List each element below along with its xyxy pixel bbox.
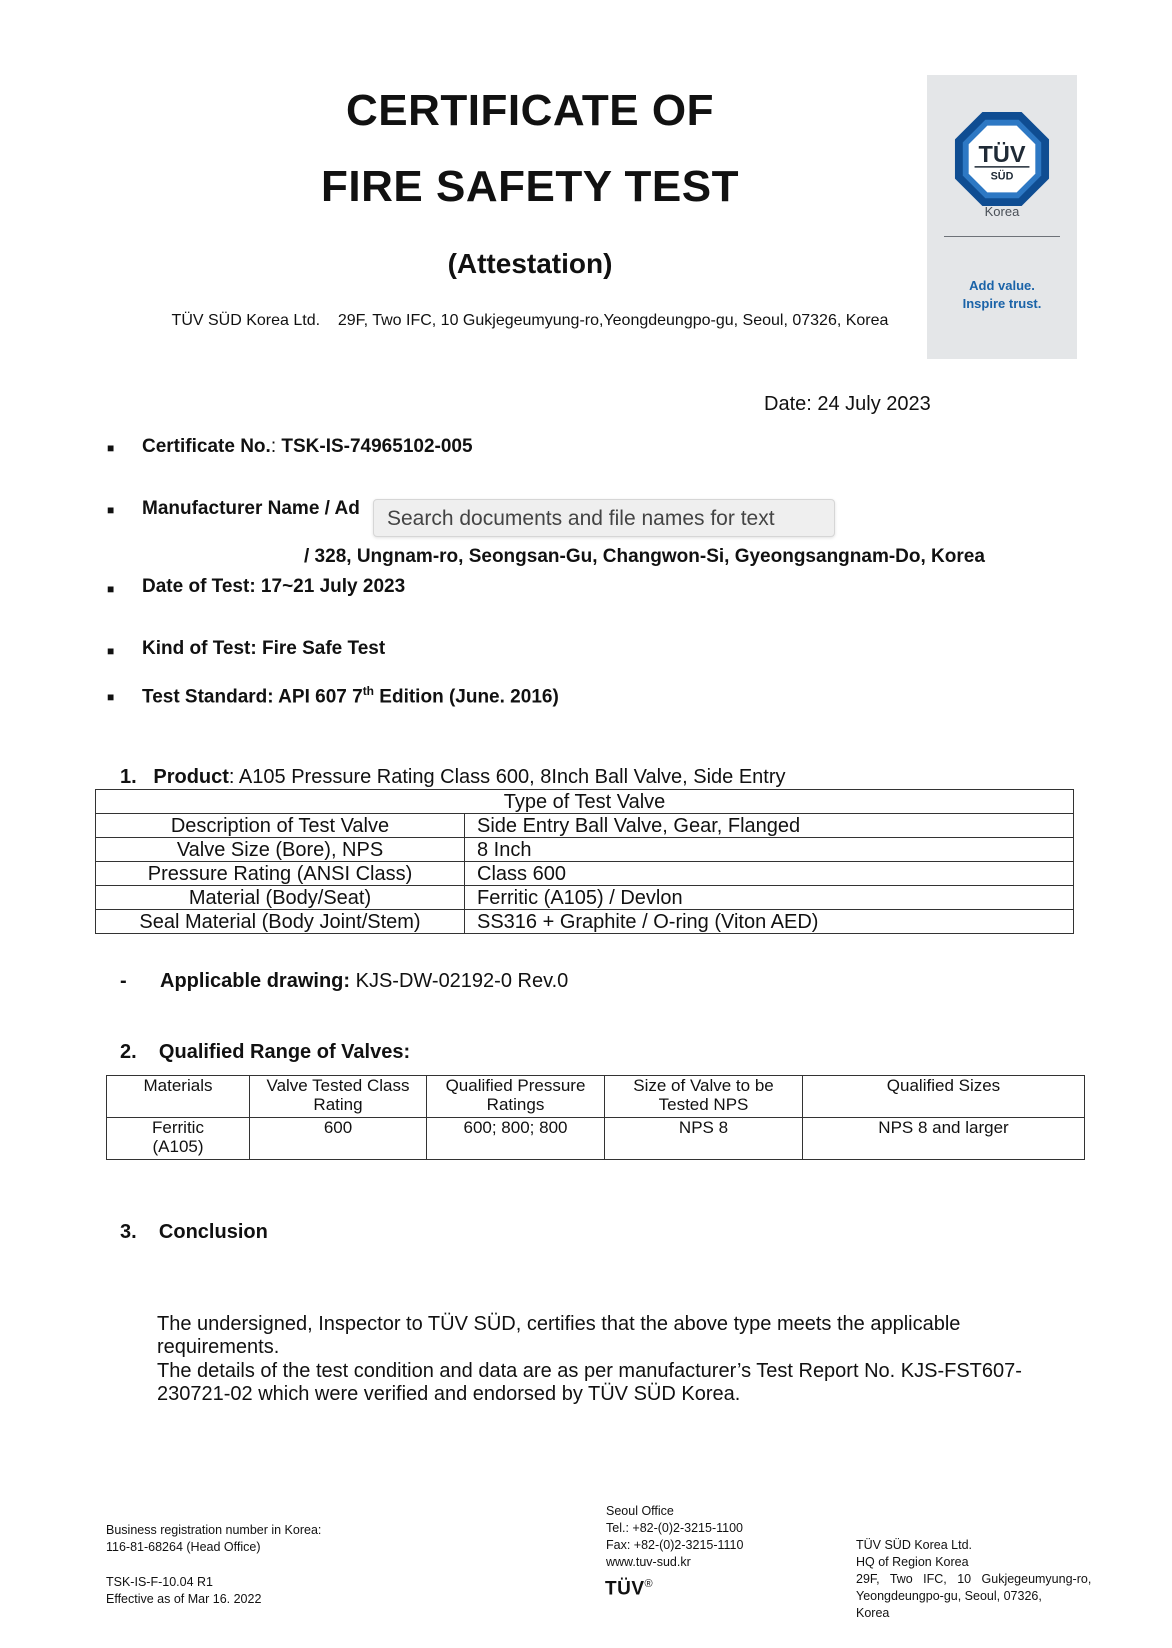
- kind-of-test: Kind of Test: Fire Safe Test: [142, 638, 386, 659]
- table-header: Type of Test Valve: [96, 790, 1074, 814]
- issuer-name: TÜV SÜD Korea Ltd.: [171, 312, 321, 329]
- table-row: [96, 886, 1074, 910]
- table-row: [96, 910, 1074, 934]
- table-cell-key: Material (Body/Seat): [96, 886, 465, 910]
- certificate-date: Date: 24 July 2023: [764, 393, 931, 415]
- logo-divider: [944, 236, 1060, 237]
- conclusion-title: Conclusion: [158, 1221, 268, 1243]
- bullet-icon: ■: [107, 644, 115, 658]
- certificate-subtitle: (Attestation): [447, 248, 613, 279]
- manufacturer-label: Manufacturer Name / Ad: [142, 498, 360, 519]
- table-cell-value: Ferritic (A105) / Devlon: [465, 886, 1074, 910]
- footer-tel: Tel.: +82-(0)2-3215-1100: [606, 1521, 744, 1535]
- certificate-number-colon: :: [270, 436, 277, 457]
- certificate-number-value: TSK-IS-74965102-005: [276, 436, 473, 457]
- tuv-sud-logo-panel: [927, 75, 1077, 359]
- table-row: [107, 1118, 1085, 1160]
- footer-fax: Fax: +82-(0)2-3215-1110: [606, 1538, 744, 1552]
- certificate-title-line1: CERTIFICATE OF: [346, 86, 714, 135]
- table-cell-key: Seal Material (Body Joint/Stem): [96, 910, 465, 934]
- search-tooltip: Search documents and file names for text: [373, 499, 835, 537]
- table-cell: Ferritic (A105): [107, 1118, 250, 1160]
- bullet-icon: ■: [107, 690, 115, 704]
- footer-form-line2: Effective as of Mar 16. 2022: [106, 1592, 262, 1606]
- logo-mark-bottom: SÜD: [990, 170, 1014, 183]
- logo-tagline-2: Inspire trust.: [962, 296, 1042, 311]
- footer-hq-line2: HQ of Region Korea: [856, 1555, 969, 1569]
- table-cell-value: Side Entry Ball Valve, Gear, Flanged: [465, 814, 1074, 838]
- bullet-icon: ■: [107, 441, 115, 455]
- certificate-title-line2: FIRE SAFETY TEST: [321, 162, 739, 211]
- table-cell: NPS 8 and larger: [803, 1118, 1085, 1160]
- bullet-icon: ■: [107, 582, 115, 596]
- qualified-heading: [120, 1041, 410, 1064]
- certificate-number: [142, 436, 473, 458]
- table-cell-key: Pressure Rating (ANSI Class): [96, 862, 465, 886]
- footer-hq-line1: TÜV SÜD Korea Ltd.: [856, 1538, 973, 1552]
- table-cell-key: Description of Test Valve: [96, 814, 465, 838]
- footer-hq: [856, 1537, 1096, 1622]
- logo-region: Korea: [984, 204, 1020, 219]
- table-header-cell: Materials: [107, 1076, 250, 1118]
- footer-reg-line2: 116-81-68264 (Head Office): [106, 1540, 261, 1554]
- footer-hq-line4: Yeongdeungpo-gu, Seoul, 07326,: [856, 1589, 1042, 1603]
- table-header-cell: Qualified Pressure Ratings: [427, 1076, 605, 1118]
- table-header-cell: Qualified Sizes: [803, 1076, 1085, 1118]
- test-standard: [142, 684, 559, 708]
- qualified-range-table: [106, 1075, 1085, 1160]
- table-row: [96, 790, 1074, 814]
- table-cell-value: Class 600: [465, 862, 1074, 886]
- footer-form-id: [106, 1574, 261, 1608]
- footer-hq-line5: Korea: [856, 1606, 890, 1620]
- product-value: : A105 Pressure Rating Class 600, 8Inch Ball Valve, Side Entry: [228, 766, 786, 788]
- conclusion-number: 3.: [120, 1221, 137, 1243]
- footer-brand-reg: ®: [644, 1578, 654, 1590]
- table-header-cell: Size of Valve to be Tested NPS: [605, 1076, 803, 1118]
- table-row: [96, 838, 1074, 862]
- drawing-dash: -: [120, 970, 127, 992]
- table-cell: NPS 8: [605, 1118, 803, 1160]
- bullet-icon: ■: [107, 503, 115, 517]
- qualified-number: 2.: [120, 1041, 137, 1063]
- table-cell-value: 8 Inch: [465, 838, 1074, 862]
- table-row: [96, 814, 1074, 838]
- issuer-address-line: [120, 312, 940, 330]
- footer-office-title: Seoul Office: [606, 1504, 674, 1518]
- issuer-address: 29F, Two IFC, 10 Gukjegeumyung-ro,Yeongdeungpo-gu, Seoul, 07326, Korea: [337, 312, 889, 329]
- applicable-drawing: [120, 970, 568, 993]
- footer-registration: [106, 1522, 321, 1556]
- product-number: 1.: [120, 766, 137, 788]
- table-cell-key: Valve Size (Bore), NPS: [96, 838, 465, 862]
- conclusion-paragraph-2: The details of the test condition and data are as per manufacturer’s Test Report No. KJS-FST607-230721-02 which were verified and endorsed by TÜV SÜD Korea.: [157, 1360, 1022, 1405]
- date-of-test: Date of Test: 17~21 July 2023: [142, 576, 406, 597]
- certificate-number-label: Certificate No.: [142, 436, 271, 457]
- footer-tuv-brand: [605, 1578, 653, 1600]
- conclusion-paragraph-1: The undersigned, Inspector to TÜV SÜD, certifies that the above type meets the applicable requirements.: [157, 1313, 961, 1358]
- footer-reg-line1: Business registration number in Korea:: [106, 1523, 322, 1537]
- test-valve-table: [95, 789, 1074, 934]
- product-label: Product: [153, 766, 229, 788]
- footer-hq-line3: 29F, Two IFC, 10 Gukjegeumyung-ro,: [856, 1572, 1092, 1586]
- table-cell-value: SS316 + Graphite / O-ring (Viton AED): [465, 910, 1074, 934]
- table-cell: 600: [250, 1118, 427, 1160]
- footer-form-line1: TSK-IS-F-10.04 R1: [106, 1575, 213, 1589]
- table-row: [107, 1076, 1085, 1118]
- logo-mark-top: TÜV: [978, 140, 1026, 167]
- product-heading: [120, 766, 786, 789]
- manufacturer-address: / 328, Ungnam-ro, Seongsan-Gu, Changwon-Si, Gyeongsangnam-Do, Korea: [304, 546, 985, 567]
- conclusion-heading: [120, 1221, 268, 1244]
- footer-brand-text: TÜV: [605, 1578, 645, 1600]
- logo-tagline-1: Add value.: [969, 278, 1035, 293]
- qualified-title: Qualified Range of Valves:: [158, 1041, 411, 1063]
- drawing-label: Applicable drawing:: [160, 970, 351, 992]
- tuv-sud-octagon-icon: [953, 110, 1051, 208]
- footer-web: www.tuv-sud.kr: [606, 1555, 691, 1569]
- test-standard-sup: th: [362, 684, 375, 698]
- table-cell: 600; 800; 800: [427, 1118, 605, 1160]
- test-standard-suffix: Edition (June. 2016): [374, 686, 559, 708]
- drawing-value: KJS-DW-02192-0 Rev.0: [350, 970, 569, 992]
- table-row: [96, 862, 1074, 886]
- table-header-cell: Valve Tested Class Rating: [250, 1076, 427, 1118]
- test-standard-prefix: Test Standard: API 607 7: [142, 686, 363, 708]
- footer-seoul-office: [606, 1503, 743, 1571]
